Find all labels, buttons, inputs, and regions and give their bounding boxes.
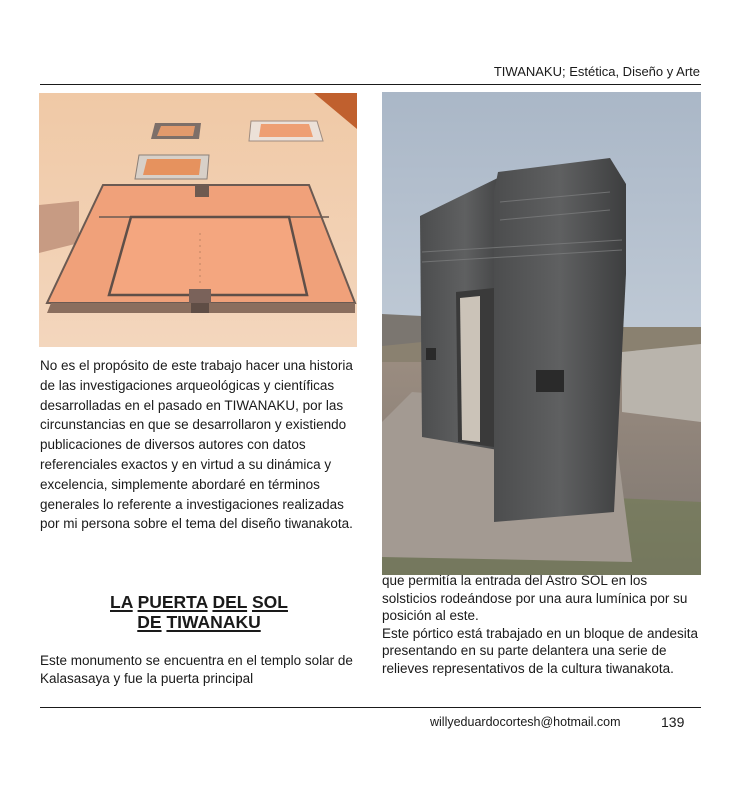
- page-number: 139: [661, 714, 685, 730]
- title-word-la: LA: [110, 592, 133, 612]
- header-rule: [40, 84, 701, 85]
- title-word-sol: SOL: [252, 592, 288, 612]
- section-paragraph-continued: [382, 572, 702, 678]
- portico-description: Este pórtico está trabajado en un bloque de andesita presentando en su parte delantera una serie de relieves representativos de la cultura tiwanakota.: [382, 625, 698, 676]
- section-title-line-2: [40, 612, 358, 632]
- title-word-del: DEL: [212, 592, 248, 612]
- section-title: [40, 592, 358, 632]
- puerta-del-sol-image: [382, 92, 701, 575]
- continued-text: que permitía la entrada del Astro SOL en los solsticios rodeándose por una aura lumínica por su posición al este.: [382, 573, 688, 624]
- title-word-tiwanaku: TIWANAKU: [166, 612, 261, 632]
- section-paragraph-start: Este monumento se encuentra en el templo solar de Kalasasaya y fue la puerta principal: [40, 653, 353, 686]
- running-header: TIWANAKU; Estética, Diseño y Arte: [493, 64, 700, 79]
- title-word-de: DE: [137, 612, 162, 632]
- footer-rule: [40, 707, 701, 708]
- section-title-line-1: [40, 592, 358, 612]
- footer-email: willyeduardocortesh@hotmail.com: [430, 715, 621, 729]
- title-word-puerta: PUERTA: [137, 592, 208, 612]
- kalasasaya-model-image: [39, 93, 357, 347]
- intro-paragraph: No es el propósito de este trabajo hacer una historia de las investigaciones arqueológicas y científicas desarrolladas en el pasado en TIWANAKU, por las circunstancias en que se desarrollaron y existiendo publicaciones de diversos autores con datos referenciales exactos y en virtud a su dinámica y excelencia, simplemente abordaré en términos generales lo referente a investigaciones realizadas por mi persona sobre el tema del diseño tiwanakota.: [40, 358, 353, 532]
